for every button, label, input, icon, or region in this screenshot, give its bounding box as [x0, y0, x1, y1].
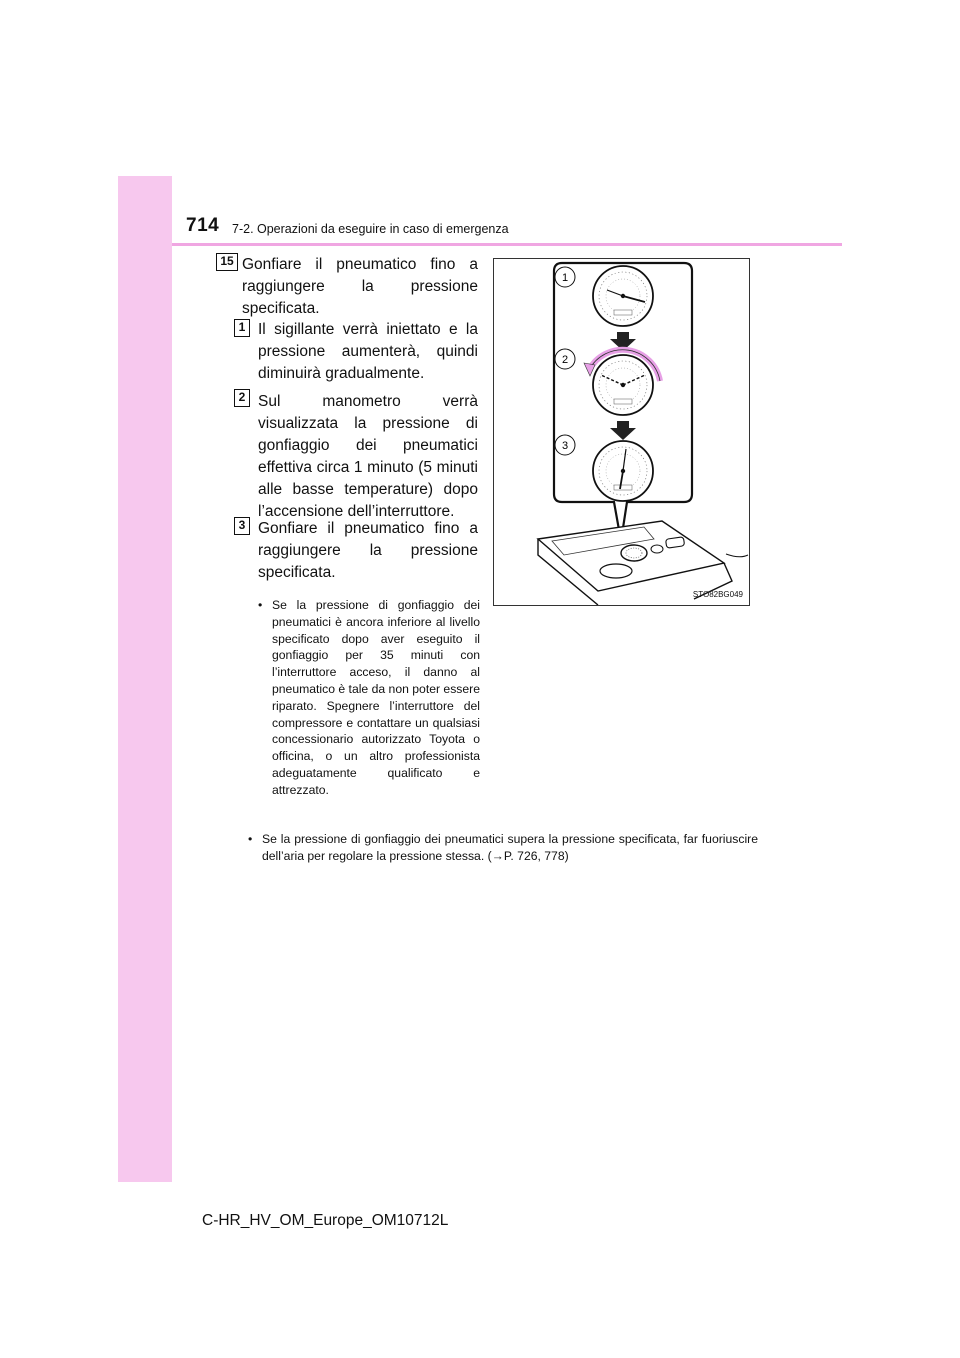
gauge-label-3: 3 — [561, 440, 569, 452]
step-text: Gonfiare il pneumatico fino a raggiungere la pressione specificata. — [242, 256, 478, 317]
substep-1-text: Il sigillante verrà iniettato e la pressione aumenterà, quindi diminuirà gradualmente. — [258, 321, 478, 382]
compressor-gauge-illustration — [493, 258, 750, 606]
document-code: C-HR_HV_OM_Europe_OM10712L — [202, 1212, 449, 1229]
gauge-label-1: 1 — [561, 272, 569, 284]
gauge-illustration-svg — [494, 259, 749, 605]
figure-id: STO82BG049 — [692, 590, 743, 599]
note-2-bullet: • — [248, 832, 253, 846]
substep-2-text: Sul manometro verrà visualizzata la pressione di gonfiaggio dei pneumatici effettiva circa 1 minuto (5 minuti alle basse temperature) dopo l’accensione dell’interruttore. — [258, 393, 478, 520]
section-title: 7-2. Operazioni da eseguire in caso di emergenza — [232, 222, 509, 236]
page-number: 714 — [186, 215, 220, 236]
gauge-3 — [593, 441, 653, 501]
substep-3-badge: 3 — [234, 517, 250, 535]
note-1 — [258, 597, 480, 799]
header-rule — [172, 243, 842, 246]
note-2-text: Se la pressione di gonfiaggio dei pneumatici supera la pressione specificata, far fuoriuscire dell’aria per regolare la pressione stessa. (→P. 726, 778) — [262, 832, 758, 863]
substep-1-badge: 1 — [234, 319, 250, 337]
note-1-text: Se la pressione di gonfiaggio dei pneumatici è ancora inferiore al livello specificato dopo aver eseguito il gonfiaggio per 35 minuti con l’interruttore acceso, il danno al pneumatico è tale da non poter essere riparato. Spegnere l’interruttore del compressore e contattare un qualsiasi concessionario autorizzato Toyota o officina, o un altro professionista adeguatamente qualificato e attrezzato. — [272, 598, 481, 797]
step-number-badge: 15 — [216, 253, 238, 271]
side-color-band — [118, 176, 172, 1182]
gauge-1 — [593, 266, 653, 326]
gauge-2 — [593, 355, 653, 415]
substep-2-badge: 2 — [234, 389, 250, 407]
note-2 — [248, 831, 758, 865]
gauge-label-2: 2 — [561, 354, 569, 366]
note-1-bullet: • — [258, 598, 263, 612]
substep-3-text: Gonfiare il pneumatico fino a raggiungere la pressione specificata. — [258, 520, 478, 581]
